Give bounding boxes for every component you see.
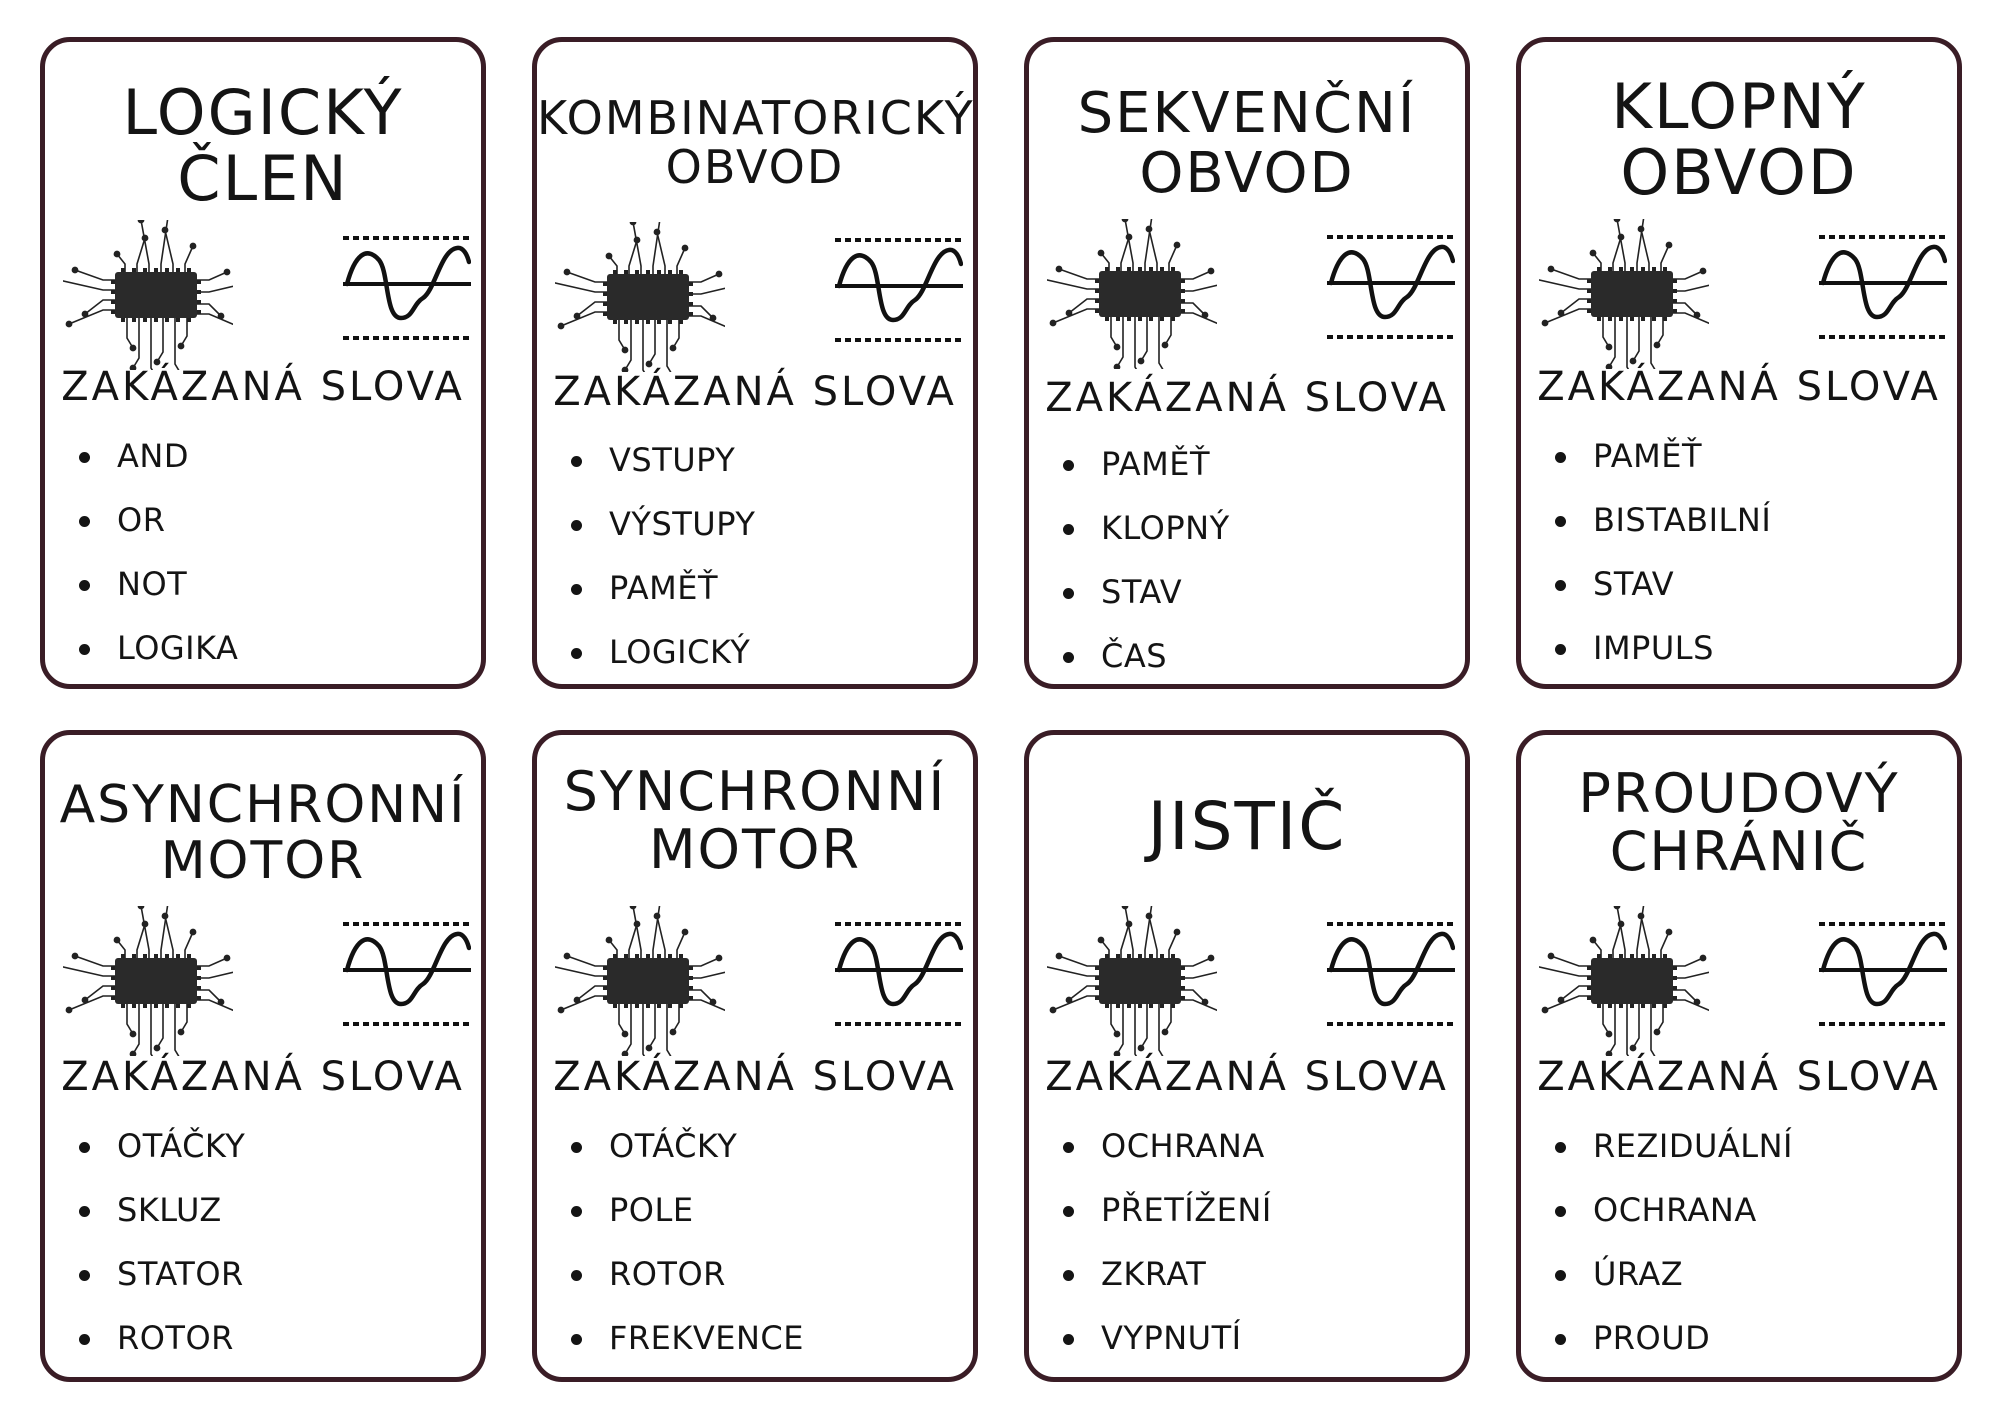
sine-wave-icon	[1819, 918, 1947, 1030]
microchip-icon	[555, 906, 725, 1056]
forbidden-word: ROTOR	[79, 1306, 471, 1370]
card-title	[1521, 70, 1957, 210]
game-card	[532, 730, 978, 1382]
card-title-line: OBVOD	[1139, 140, 1355, 206]
forbidden-word: REZIDUÁLNÍ	[1555, 1114, 1947, 1178]
microchip-icon	[1047, 906, 1217, 1056]
forbidden-words-heading: ZAKÁZANÁ SLOVA	[1045, 1054, 1449, 1100]
forbidden-word: OTÁČKY	[79, 1114, 471, 1178]
forbidden-word: FREKVENCE	[571, 1306, 963, 1370]
card-title-line: CHRÁNIČ	[1609, 819, 1869, 883]
card-title	[537, 91, 975, 195]
card-title-line: LOGICKÝ	[122, 76, 404, 149]
sine-wave-icon	[343, 232, 471, 344]
sine-wave-icon	[1819, 231, 1947, 343]
forbidden-word: LOGICKÝ	[571, 620, 963, 684]
card-title-line: ASYNCHRONNÍ	[59, 775, 467, 835]
sine-wave-icon	[1327, 231, 1455, 343]
card-title	[45, 76, 481, 216]
forbidden-word: VSTUPY	[571, 428, 963, 492]
card-title-line: KOMBINATORICKÝ	[537, 91, 975, 145]
card-title	[1029, 788, 1465, 865]
forbidden-word: ROTOR	[571, 1242, 963, 1306]
forbidden-word: STATOR	[79, 1242, 471, 1306]
forbidden-words-list	[79, 1114, 471, 1370]
forbidden-word: OTÁČKY	[571, 1114, 963, 1178]
forbidden-word: STAV	[1555, 552, 1947, 616]
forbidden-word: ZKRAT	[1063, 1242, 1455, 1306]
forbidden-words-list	[1063, 1114, 1455, 1370]
forbidden-word: PAMĚŤ	[1063, 432, 1455, 496]
card-title-line: JISTIČ	[1147, 788, 1347, 865]
card-title-line: SYNCHRONNÍ	[563, 760, 947, 823]
microchip-icon	[1539, 906, 1709, 1056]
card-title-line: OBVOD	[665, 140, 845, 195]
card-title	[1029, 81, 1465, 206]
microchip-icon	[555, 222, 725, 372]
game-card	[1024, 37, 1470, 689]
forbidden-word: ČAS	[1063, 624, 1455, 688]
forbidden-word: BISTABILNÍ	[1555, 488, 1947, 552]
forbidden-word: STAV	[1063, 560, 1455, 624]
forbidden-words-list	[571, 428, 963, 684]
forbidden-words-heading: ZAKÁZANÁ SLOVA	[553, 1054, 957, 1100]
forbidden-word: PŘETÍŽENÍ	[1063, 1178, 1455, 1242]
forbidden-word: OCHRANA	[1063, 1114, 1455, 1178]
card-title	[45, 775, 481, 891]
forbidden-word: OCHRANA	[1555, 1178, 1947, 1242]
forbidden-word: AND	[79, 424, 471, 488]
microchip-icon	[63, 906, 233, 1056]
game-card	[1516, 37, 1962, 689]
sine-wave-icon	[343, 918, 471, 1030]
forbidden-word: PROUD	[1555, 1306, 1947, 1370]
card-title	[537, 760, 973, 881]
forbidden-words-heading: ZAKÁZANÁ SLOVA	[61, 1054, 465, 1100]
forbidden-words-list	[1555, 424, 1947, 680]
forbidden-word: LOGIKA	[79, 616, 471, 680]
card-title-line: KLOPNÝ	[1611, 70, 1867, 143]
forbidden-word: KLOPNÝ	[1063, 496, 1455, 560]
forbidden-word: IMPULS	[1555, 616, 1947, 680]
forbidden-word: VYPNUTÍ	[1063, 1306, 1455, 1370]
card-title-line: MOTOR	[648, 817, 862, 881]
forbidden-words-list	[1063, 432, 1455, 688]
forbidden-words-heading: ZAKÁZANÁ SLOVA	[1537, 364, 1941, 410]
forbidden-word: PAMĚŤ	[1555, 424, 1947, 488]
card-title-line: OBVOD	[1620, 136, 1858, 210]
forbidden-word: ÚRAZ	[1555, 1242, 1947, 1306]
sine-wave-icon	[835, 234, 963, 346]
forbidden-words-heading: ZAKÁZANÁ SLOVA	[553, 369, 957, 415]
microchip-icon	[1047, 219, 1217, 369]
card-title-line: MOTOR	[160, 830, 366, 891]
forbidden-word: SKLUZ	[79, 1178, 471, 1242]
forbidden-word: VÝSTUPY	[571, 492, 963, 556]
forbidden-word: OR	[79, 488, 471, 552]
forbidden-words-heading: ZAKÁZANÁ SLOVA	[1045, 375, 1449, 421]
game-card	[1516, 730, 1962, 1382]
microchip-icon	[63, 220, 233, 370]
forbidden-words-heading: ZAKÁZANÁ SLOVA	[1537, 1054, 1941, 1100]
game-card	[40, 730, 486, 1382]
sine-wave-icon	[835, 918, 963, 1030]
forbidden-words-list	[571, 1114, 963, 1370]
card-title-line: SEKVENČNÍ	[1077, 81, 1417, 146]
card-title-line: ČLEN	[177, 142, 349, 216]
sine-wave-icon	[1327, 918, 1455, 1030]
forbidden-words-heading: ZAKÁZANÁ SLOVA	[61, 364, 465, 410]
game-card	[532, 37, 978, 689]
forbidden-word: NOT	[79, 552, 471, 616]
game-card	[40, 37, 486, 689]
forbidden-word: PAMĚŤ	[571, 556, 963, 620]
game-card	[1024, 730, 1470, 1382]
forbidden-word: POLE	[571, 1178, 963, 1242]
microchip-icon	[1539, 219, 1709, 369]
card-title-line: PROUDOVÝ	[1578, 762, 1900, 825]
card-title	[1521, 762, 1957, 883]
forbidden-words-list	[1555, 1114, 1947, 1370]
forbidden-words-list	[79, 424, 471, 680]
